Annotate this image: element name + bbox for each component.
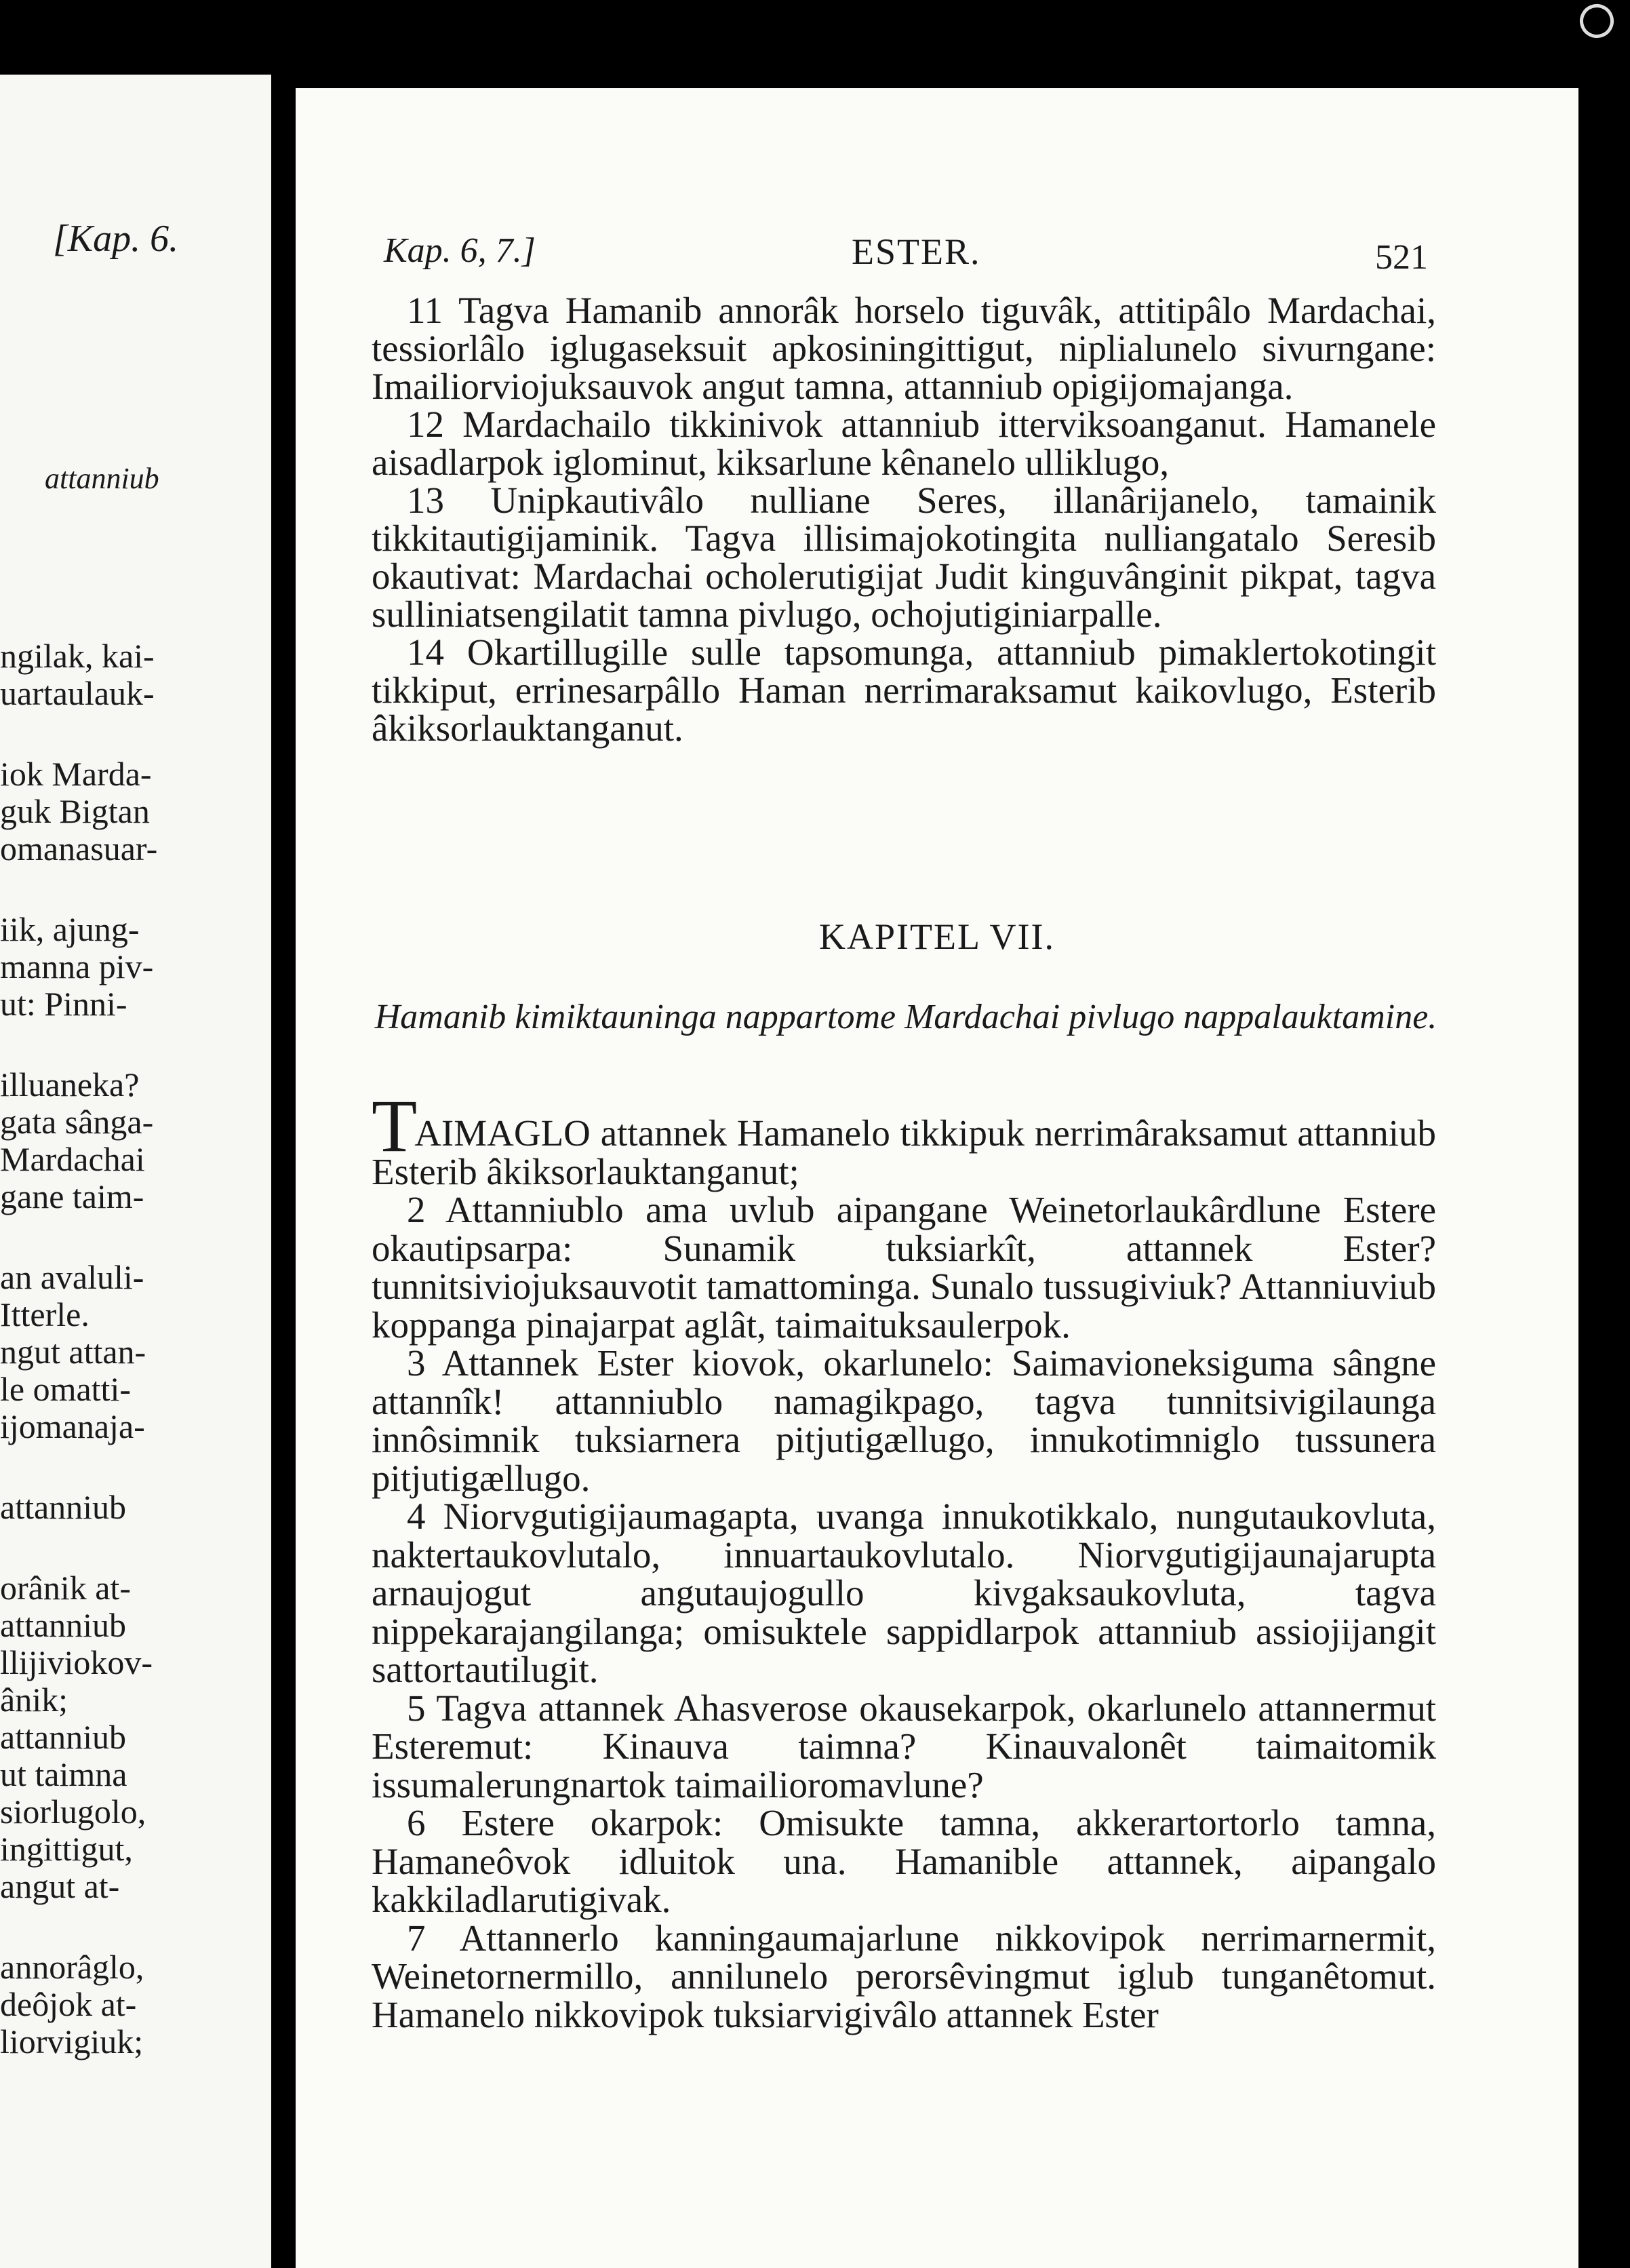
verse <box>372 633 1436 747</box>
left-page-line: attanniub <box>0 1718 127 1756</box>
left-page-line: iok Marda- <box>0 755 152 793</box>
verse-number: 3 <box>407 1342 442 1384</box>
left-page-line: attanniub <box>0 1488 127 1526</box>
left-page-gap <box>0 1023 258 1066</box>
verse-number: 7 <box>407 1917 460 1959</box>
verse-text: Mardachailo tikkinivok attanniub itterviksoanganut. Hamanele aisadlarpok iglominut, kiksarlune kênanelo ulliklugo, <box>372 404 1436 483</box>
verse <box>372 1495 1437 1690</box>
verse-text: Attannek Ester kiovok, okarlunelo: Saimavioneksiguma sângne attannîk! attanniublo namagikpago, tagva tunnitsivigilaunga innôsimnik tuksiarnera pitjutigællugo, innukotimniglo tussunera pitjutigællugo. <box>372 1342 1436 1499</box>
left-page-line: gane taim- <box>0 1177 144 1215</box>
verse-text: Attanniublo ama uvlub aipangane Weinetorlaukârdlune Estere okautipsarpa: Sunamik tuksiarkît, attannek Ester? tunnitsiviojuksauvotit tamattominga. Sunalo tussugiviuk? Attanniuviub koppanga pinajarpat aglât, taimaituksaulerpok. <box>372 1189 1436 1346</box>
left-page-line: illuaneka? <box>0 1065 140 1103</box>
verse-text: Estere okarpok: Omisukte tamna, akkerartortorlo tamna, Hamaneôvok idluitok una. Hamanible attannek, aipangalo kakkiladlarutigivak. <box>372 1802 1436 1920</box>
verse-number: 11 <box>407 290 459 331</box>
verse-text: Unipkautivâlo nulliane Seres, illanârijanelo, tamainik tikkitautigijaminik. Tagva illisimajokotingita nulliangatalo Seresib okautivat: Mardachai ocholerutigijat Judit kinguvânginit pikpat, tagva sulliniatsengilatit tamna pivlugo, ochojutiginiarpalle. <box>372 480 1436 635</box>
left-page-line: ut: Pinni- <box>0 985 127 1023</box>
left-page-gap <box>0 867 258 911</box>
left-page-line: attanniub <box>0 1606 127 1644</box>
left-page-line: ut taimna <box>0 1755 127 1793</box>
left-page-line: omanasuar- <box>0 829 158 867</box>
verse <box>372 292 1436 406</box>
scan-corner-mark <box>1575 0 1618 43</box>
left-page-side-note: attanniub <box>45 462 159 495</box>
verse-text: AIMAGLO attannek Hamanelo tikkipuk nerrimâraksamut attanniub Esterib âkiksorlauktanganut; <box>372 1112 1436 1192</box>
verse-text: Niorvgutigijaumagapta, uvanga innukotikkalo, nungutaukovluta, naktertaukovlutalo, innuartaukovlutalo. Niorvgutigijaunajarupta arnaujogut angutaujogullo kivgaksaukovluta, tagva nippekarajangilanga; omisuktele sappidlarpok attanniub assiojijangit sattortautilugit. <box>372 1495 1437 1690</box>
verse-number: 5 <box>407 1687 437 1729</box>
left-page-line: Mardachai <box>0 1140 145 1178</box>
left-page-line: ngut attan- <box>0 1333 146 1371</box>
verse-number: 4 <box>407 1495 443 1537</box>
left-page-line: Itterle. <box>0 1295 90 1333</box>
verse-number: 12 <box>407 404 463 445</box>
left-page-line: liorvigiuk; <box>0 2022 144 2060</box>
chapter-heading: KAPITEL VII. <box>819 916 1055 957</box>
page-number: 521 <box>1375 238 1428 277</box>
left-page-line: an avaluli- <box>0 1258 144 1296</box>
left-page-line: le omatti- <box>0 1370 131 1408</box>
verse-number: 2 <box>407 1189 445 1230</box>
verse <box>372 1919 1436 2035</box>
verse-text: Okartillugille sulle tapsomunga, attanniub pimaklertokotingit tikkiput, errinesarpâllo Haman nerrimaraksamut kaikovlugo, Esterib âkiksorlauktanganut. <box>372 631 1436 749</box>
book-spine-gap <box>271 0 296 2268</box>
left-page-line: iik, ajung- <box>0 910 140 948</box>
verse-text: Tagva Hamanib annorâk horselo tiguvâk, attitipâlo Mardachai, tessiorlâlo iglugaseksuit apkosiningittigut, niplialunelo sivurngane: Imailiorviojuksauvok angut tamna, attanniub opigijomajanga. <box>372 290 1436 407</box>
left-page-header: [Kap. 6. <box>53 218 179 260</box>
verse-text: Tagva attannek Ahasverose okausekarpok, okarlunelo attannermut Esteremut: Kinauva taimna? Kinauvalonêt taimaitomik issumalerungnartok taimailioromavlune? <box>372 1687 1436 1805</box>
left-page-line: llijiviokov- <box>0 1643 153 1681</box>
chapter-7-verses <box>372 1084 1437 2035</box>
running-head-left: Kap. 6, 7.] <box>384 231 536 270</box>
left-page-line: ânik; <box>0 1681 68 1719</box>
verse-1 <box>372 1084 1436 1192</box>
left-page-gap <box>0 1905 258 1949</box>
verse <box>372 1191 1436 1344</box>
left-page-gap <box>0 1445 258 1489</box>
drop-cap: T <box>372 1084 418 1167</box>
chapter-summary: Hamanib kimiktauninga nappartome Mardachai pivlugo nappalauktamine. <box>374 998 1437 1036</box>
chapter-6-verses <box>372 292 1436 747</box>
left-page <box>0 75 271 2268</box>
running-header <box>384 231 1428 285</box>
verse <box>372 1689 1436 1805</box>
verse-number: 13 <box>407 480 491 521</box>
left-page-line: siorlugolo, <box>0 1793 146 1831</box>
verse-number: 14 <box>407 631 467 673</box>
left-page-line: ngilak, kai- <box>0 637 155 675</box>
left-page-line: uartaulauk- <box>0 674 155 712</box>
left-page-gap <box>0 1526 258 1569</box>
left-page-line: gata sânga- <box>0 1103 154 1141</box>
verse-number: 6 <box>407 1802 462 1843</box>
verse <box>372 1804 1436 1919</box>
left-page-line: manna piv- <box>0 947 154 985</box>
left-page-line: guk Bigtan <box>0 792 150 830</box>
right-page <box>296 88 1578 2268</box>
left-page-line: orânik at- <box>0 1569 131 1607</box>
verse <box>372 482 1436 633</box>
left-page-line: deôjok at- <box>0 1985 137 2023</box>
left-page-gap <box>0 1215 258 1259</box>
left-page-line: ijomanaja- <box>0 1407 145 1445</box>
left-page-gap <box>0 712 258 756</box>
verse-text: Attannerlo kanningaumajarlune nikkovipok nerrimarnermit, Weinetornermillo, annilunelo perorsêvingmut iglub tunganêtomut. Hamanelo nikkovipok tuksiarvigivâlo attannek Ester <box>372 1917 1436 2035</box>
left-page-line: ingittigut, <box>0 1830 133 1868</box>
verse <box>372 1344 1436 1498</box>
left-page-line: angut at- <box>0 1867 120 1905</box>
verse <box>372 406 1436 482</box>
page-title: ESTER. <box>852 231 981 272</box>
left-page-text <box>0 638 258 2060</box>
left-page-line: annorâglo, <box>0 1948 144 1986</box>
